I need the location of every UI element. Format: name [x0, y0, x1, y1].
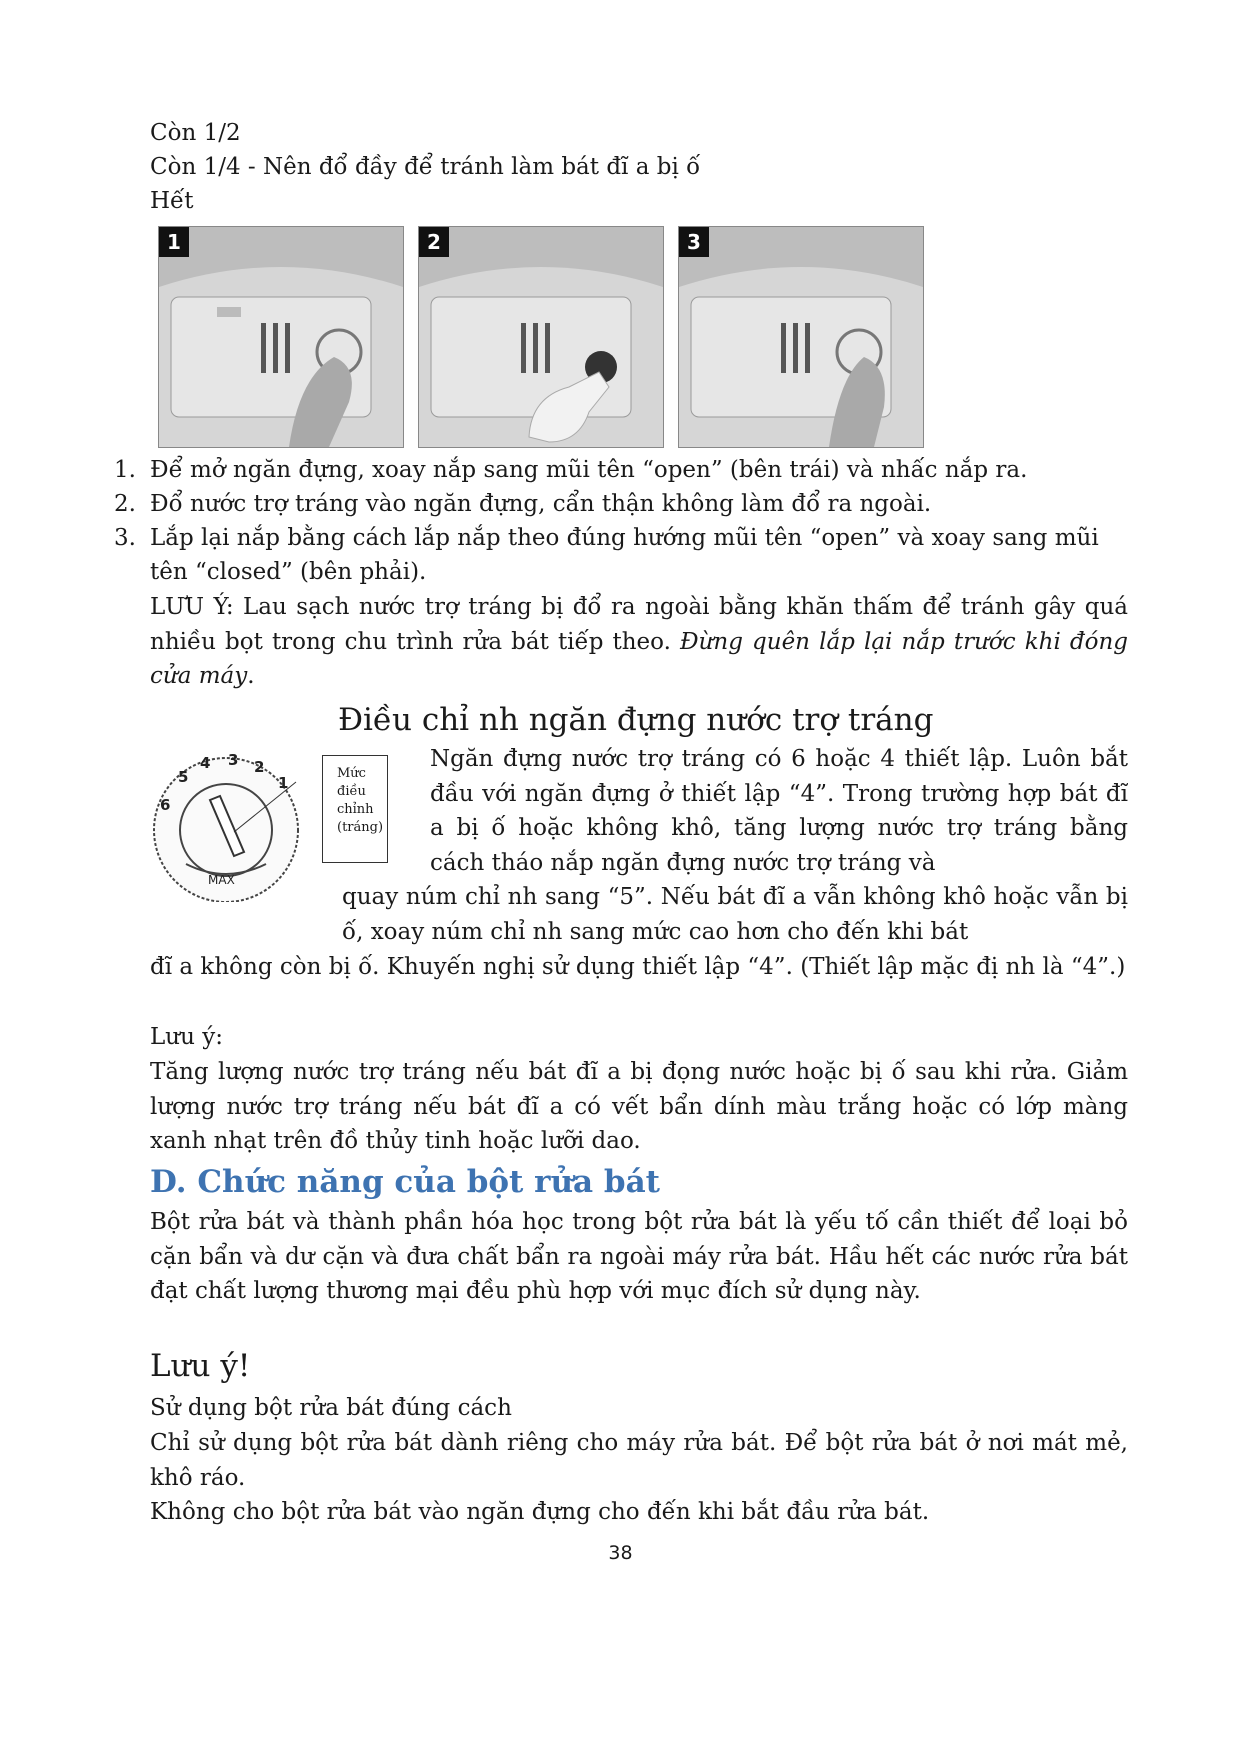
dial-number: 6: [160, 796, 171, 814]
level-half: Còn 1/2: [150, 120, 241, 146]
detergent-note-heading: Lưu ý!: [150, 1348, 251, 1384]
step-text: Để mở ngăn đựng, xoay nắp sang mũi tên “open” (bên trái) và nhấc nắp ra.: [150, 457, 1028, 483]
dial-number: 2: [254, 758, 265, 776]
callout-line: chỉnh: [337, 802, 374, 817]
list-item: [110, 487, 1128, 521]
detergent-line-3: Không cho bột rửa bát vào ngăn đựng cho đến khi bắt đầu rửa bát.: [150, 1499, 930, 1525]
section-heading-detergent: D. Chức năng của bột rửa bát: [150, 1164, 661, 1200]
callout-line: điều: [337, 784, 366, 799]
adjust-level-callout: [322, 755, 388, 863]
instruction-photos: [158, 226, 922, 446]
detergent-paragraph-2: Chỉ sử dụng bột rửa bát dành riêng cho máy rửa bát. Để bột rửa bát ở nơi mát mẻ, khô ráo.: [150, 1430, 1128, 1491]
page-number: 38: [608, 1542, 633, 1564]
note-italic: Đừng quên lắp lại nắp trước khi đóng cửa máy: [150, 628, 1128, 689]
photo-step-3: [678, 226, 924, 448]
note-paragraph: [150, 590, 1128, 694]
dial-max-label: MAX: [208, 873, 235, 887]
list-item: [110, 521, 1128, 589]
level-empty: Hết: [150, 188, 194, 214]
step-number: 2.: [114, 491, 136, 517]
instruction-steps: [110, 453, 1128, 589]
rinse-dial-illustration: [146, 752, 306, 902]
adjust-paragraph-wrap-2: quay núm chỉ nh sang “5”. Nếu bát đĩ a vẫn không khô hoặc vẫn bị ố, xoay núm chỉ nh sang mức cao hơn cho đến khi bát: [342, 884, 1128, 945]
dial-number: 4: [200, 754, 211, 772]
callout-line: Mức: [337, 766, 366, 781]
adjust-note-paragraph: Tăng lượng nước trợ tráng nếu bát đĩ a bị đọng nước hoặc bị ố sau khi rửa. Giảm lượng nước trợ tráng nếu bát đĩ a có vết bẩn dính màu trắng hoặc có lớp màng xanh nhạt trên đồ thủy tinh hoặc lưỡi dao.: [150, 1059, 1128, 1154]
dial-number: 3: [228, 752, 239, 769]
detergent-paragraph: Bột rửa bát và thành phần hóa học trong bột rửa bát là yếu tố cần thiết để loại bỏ cặn bẩn và dư cặn và đưa chất bẩn ra ngoài máy rửa bát. Hầu hết các nước rửa bát đạt chất lượng thương mại đều phù hợp với mục đích sử dụng này.: [150, 1209, 1128, 1304]
photo-step-1: [158, 226, 404, 448]
adjust-paragraph-wrap-1: Ngăn đựng nước trợ tráng có 6 hoặc 4 thiết lập. Luôn bắt đầu với ngăn đựng ở thiết lập “4”. Trong trường hợp bát đĩ a bị ố hoặc không khô, tăng lượng nước trợ tráng bằng cách tháo nắp ngăn đựng nước trợ tráng và: [430, 746, 1128, 876]
section-heading-adjust: Điều chỉ nh ngăn đựng nước trợ tráng: [338, 702, 934, 738]
adjust-note-label: Lưu ý:: [150, 1024, 223, 1050]
photo-step-label: 1: [159, 227, 189, 257]
list-item: [110, 453, 1128, 487]
dial-number: 1: [278, 774, 289, 792]
photo-step-label: 3: [679, 227, 709, 257]
photo-step-label: 2: [419, 227, 449, 257]
adjust-paragraph-full: đĩ a không còn bị ố. Khuyến nghị sử dụng thiết lập “4”. (Thiết lập mặc đị nh là “4”.): [150, 954, 1126, 980]
note-text: LƯU Ý: Lau sạch nước trợ tráng bị đổ ra ngoài bằng khăn thấm để tránh gây quá nhiều bọt trong chu trình rửa bát tiếp theo.: [150, 594, 1128, 655]
step-number: 3.: [114, 525, 136, 551]
step-text: Đổ nước trợ tráng vào ngăn đựng, cẩn thận không làm đổ ra ngoài.: [150, 491, 932, 517]
callout-line: (tráng): [337, 820, 384, 835]
note-end: .: [247, 663, 255, 689]
dial-number: 5: [178, 768, 189, 786]
detergent-line-1: Sử dụng bột rửa bát đúng cách: [150, 1395, 512, 1421]
photo-step-2: [418, 226, 664, 448]
step-text: Lắp lại nắp bằng cách lắp nắp theo đúng hướng mũi tên “open” và xoay sang mũi tên “closed” (bên phải).: [150, 525, 1099, 585]
step-number: 1.: [114, 457, 136, 483]
level-quarter: Còn 1/4 - Nên đổ đầy để tránh làm bát đĩ a bị ố: [150, 154, 701, 180]
